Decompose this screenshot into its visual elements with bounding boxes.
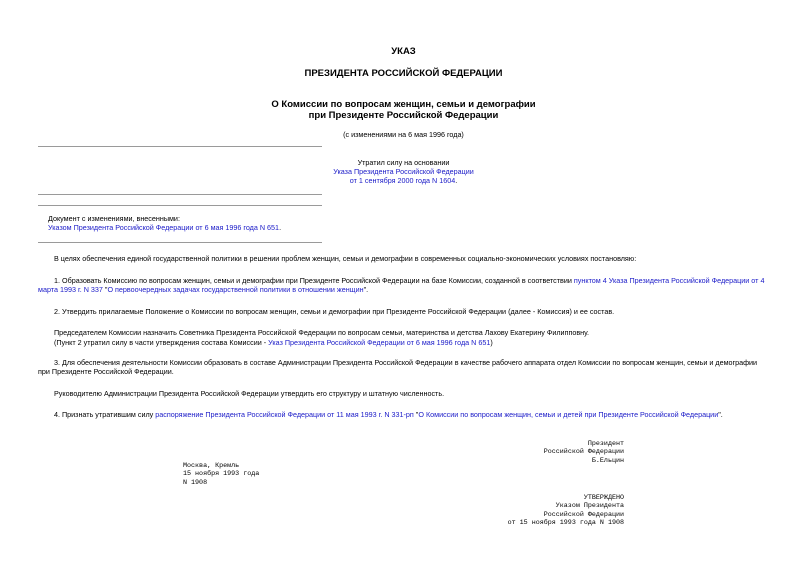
doc-issuer: ПРЕЗИДЕНТА РОССИЙСКОЙ ФЕДЕРАЦИИ: [304, 68, 503, 79]
doc-title: УКАЗ: [391, 46, 416, 57]
admin-paragraph: Руководителю Администрации Президента Российской Федерации утвердить его структуру и штатную численность.: [54, 389, 445, 398]
p1-link-decree-337-date[interactable]: марта 1993 г. N 337: [38, 285, 103, 294]
p2-note-link[interactable]: Указ Президента Российской Федерации от 6 мая 1996 года N 651: [268, 338, 491, 347]
p1-text: 1. Образовать Комиссию по вопросам женщин, семьи и демографии при Президенте Российской Федерации на базе Комиссии, созданной в соответствии: [54, 276, 574, 285]
place-date-block: [183, 462, 259, 487]
paragraph-4: [54, 410, 723, 419]
p1-quote-open: ": [102, 285, 108, 294]
paragraph-2: 2. Утвердить прилагаемые Положение о Комиссии по вопросам женщин, семьи и демографии при Президенте Российской Федерации (далее - Комиссия) и ее состав.: [54, 307, 615, 316]
paragraph-1: [38, 276, 773, 294]
approved-line2: Указом Президента: [555, 502, 624, 511]
signature-block: [544, 440, 624, 465]
doc-subject: [0, 99, 807, 121]
signature-line1: Президент: [587, 440, 624, 448]
preamble: В целях обеспечения единой государственной политики в решении проблем женщин, семьи и демографии в современных социально-экономических условиях постановляю:: [54, 254, 637, 263]
p1-link-decree-337[interactable]: пунктом 4 Указа Президента Российской Федерации от 4: [573, 276, 765, 285]
amended-link[interactable]: Указом Президента Российской Федерации от 6 мая 1996 года N 651: [48, 223, 280, 232]
amended-label: Документ с изменениями, внесенными:: [48, 214, 180, 223]
approved-line3: Российской Федерации: [543, 510, 624, 519]
chair-paragraph: Председателем Комиссии назначить Советника Президента Российской Федерации по вопросам семьи, материнства и детства Лахову Екатерину Филипповну.: [54, 328, 590, 337]
p2-note-end: ): [490, 338, 493, 347]
p1-link-title[interactable]: О первоочередных задачах государственной политики в отношении женщин: [107, 285, 364, 294]
approved-line1: УТВЕРЖДЕНО: [583, 494, 624, 502]
p4-link-title[interactable]: О Комиссии по вопросам женщин, семьи и детей при Президенте Российской Федерации: [418, 410, 719, 419]
p2-note: [54, 338, 493, 347]
approved-block: [508, 494, 624, 527]
divider: [38, 242, 322, 243]
p4-link-order-331[interactable]: распоряжение Президента Российской Федерации от 11 мая 1993 г. N 331-рп: [155, 410, 414, 419]
doc-subject-line2: при Президенте Российской Федерации: [308, 110, 499, 121]
revoked-line1: Утратил силу на основании: [357, 158, 450, 167]
p3-line1: 3. Для обеспечения деятельности Комиссии образовать в составе Администрации Президента Российской Федерации в качестве рабочего аппарата отдел Комиссии по вопросам женщин, семьи и демографии: [54, 358, 758, 367]
approved-line4: от 15 ноября 1993 года N 1908: [507, 518, 624, 527]
revoked-block: [0, 158, 807, 185]
p3-line2: при Президенте Российской Федерации.: [38, 367, 174, 376]
divider: [38, 205, 322, 206]
place-line3: N 1908: [183, 478, 208, 487]
p2-note-text: (Пункт 2 утратил силу в части утверждения состава Комиссии -: [54, 338, 269, 347]
signature-line2: Российской Федерации: [543, 448, 624, 457]
doc-subject-line1: О Комиссии по вопросам женщин, семьи и демографии: [271, 99, 536, 110]
divider: [38, 146, 322, 147]
place-line1: Москва, Кремль: [183, 462, 240, 470]
p4-end: ".: [718, 410, 723, 419]
p4-text: 4. Признать утратившим силу: [54, 410, 156, 419]
amendments-note: (с изменениями на 6 мая 1996 года): [343, 130, 464, 139]
amended-block: [48, 214, 281, 232]
amended-period: .: [279, 223, 282, 232]
revoked-link-line1[interactable]: Указа Президента Российской Федерации: [333, 167, 474, 176]
signature-line3: Б.Ельцин: [591, 456, 624, 465]
divider: [38, 194, 322, 195]
paragraph-3: [38, 358, 778, 376]
revoked-link-line2[interactable]: от 1 сентября 2000 года N 1604: [349, 176, 456, 185]
place-line2: 15 ноября 1993 года: [183, 470, 260, 479]
p4-quote-open: ": [413, 410, 419, 419]
revoked-period: .: [455, 176, 458, 185]
p1-end: ".: [363, 285, 369, 294]
